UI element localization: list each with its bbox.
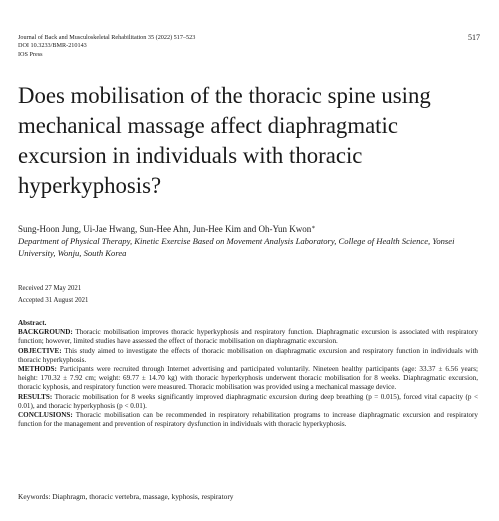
author-list (18, 223, 478, 235)
journal-masthead (18, 34, 480, 59)
corresponding-author-mark: ∗ (311, 225, 316, 231)
abstract-objective (18, 347, 478, 365)
publisher: IOS Press (18, 50, 43, 58)
journal-citation: Journal of Back and Musculoskeletal Rehabilitation 35 (2022) 517–523 (18, 34, 196, 41)
background-text: Thoracic mobilisation improves thoracic hyperkyphosis and respiratory function. Diaphragmatic excursion is associated with respiratory function; however, limited studies have assessed the effect of thoracic mobilisation on diaphragmatic excursion. (18, 328, 478, 346)
page-number: 517 (468, 33, 480, 42)
doi: DOI 10.3233/BMR-210143 (18, 42, 87, 50)
received-date: Received 27 May 2021 (18, 285, 82, 292)
abstract-conclusions (18, 411, 478, 429)
conclusions-text: Thoracic mobilisation can be recommended in respiratory rehabilitation programs to increase diaphragmatic excursion and respiratory function for the management and prevention of respiratory dysfunction in individuals with thoracic hyperkyphosis. (18, 411, 478, 429)
article-dates (18, 283, 318, 306)
keywords: Keywords: Diaphragm, thoracic vertebra, massage, kyphosis, respiratory (18, 492, 234, 501)
abstract-background (18, 328, 478, 346)
affiliation: Department of Physical Therapy, Kinetic Exercise Based on Movement Analysis Laboratory, College of Health Science, Yonsei University, Wonju, South Korea (18, 236, 455, 258)
accepted-date: Accepted 31 August 2021 (18, 296, 89, 304)
results-label: RESULTS: (18, 392, 53, 401)
abstract (18, 319, 478, 429)
abstract-results (18, 393, 478, 411)
background-label: BACKGROUND: (18, 328, 73, 337)
methods-text: Participants were recruited through Internet advertising and participated voluntarily. Nineteen healthy participants (age: 33.37 ± 6.56 years; height: 170.32 ± 7.92 cm; weight: 69.77 ± 14.70 kg) with thoracic hyperkyphosis underwent thoracic mobilisation for 8 weeks. Diaphragmatic excursion, thoracic kyphosis, and respiratory function were measured. Thoracic mobilisation was provided using a mechanical massage device. (18, 365, 478, 392)
abstract-heading: Abstract. (18, 319, 47, 327)
author-names: Sung-Hoon Jung, Ui-Jae Hwang, Sun-Hee Ahn, Jun-Hee Kim and Oh-Yun Kwon (18, 224, 312, 234)
article-title: Does mobilisation of the thoracic spine using mechanical massage affect diaphragmatic excursion in individuals with thoracic hyperkyphosis? (18, 83, 431, 198)
methods-label: METHODS: (18, 365, 57, 374)
results-text: Thoracic mobilisation for 8 weeks significantly improved diaphragmatic excursion during deep breathing (p = 0.015), forced vital capacity (p < 0.01), and thoracic hyperkyphosis (p < 0.01). (18, 392, 478, 410)
objective-text: This study aimed to investigate the effects of thoracic mobilisation on diaphragmatic excursion and respiratory function in individuals with thoracic hyperkyphosis. (18, 346, 478, 364)
conclusions-label: CONCLUSIONS: (18, 411, 73, 420)
objective-label: OBJECTIVE: (18, 346, 62, 355)
abstract-methods (18, 365, 478, 393)
